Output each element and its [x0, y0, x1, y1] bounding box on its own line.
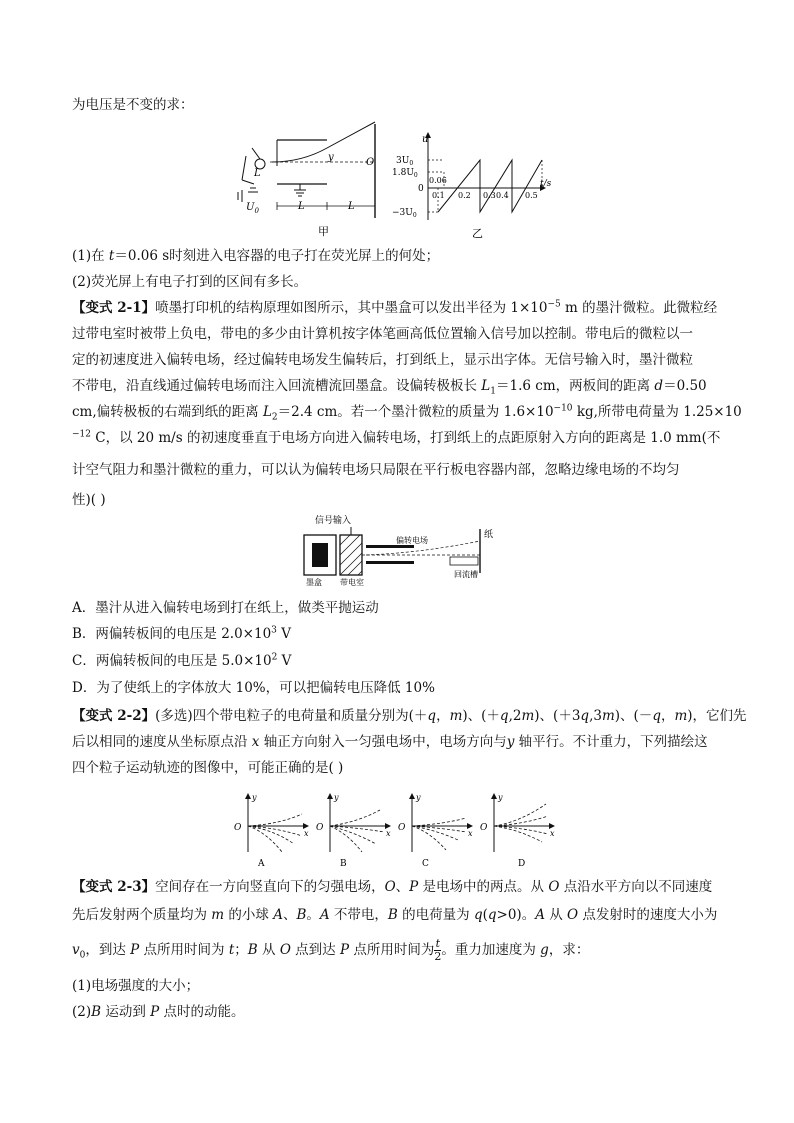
variant-2-1-line-6: $^{-12}$ C，以 20 m/s 的初速度垂直于电场方向进入偏转电场，打到纸上的点距原射入方向的距离是 1.0 mm(不 — [72, 429, 721, 446]
tick-04: 0.4 — [496, 191, 509, 200]
option-a: A．墨汁从进入偏转电场到打在纸上，做类平抛运动 — [72, 600, 379, 616]
variant-2-1-line-1: 【变式 2-1】喷墨打印机的结构原理如图所示，其中墨盒可以发出半径为 $1\times 10^{-5}$ m 的墨汁微粒。此微粒经 — [72, 299, 718, 316]
variant-2-3-line-1: 【变式 2-3】空间存在一方向竖直向下的匀强电场，O、P 是电场中的两点。从 O 点沿水平方向以不同速度 — [72, 879, 713, 895]
graph-label-c: C — [422, 859, 429, 868]
question-1: (1)在 t＝0.06 s时刻进入电容器的电子打在荧光屏上的何处； — [72, 248, 440, 264]
label-signal: 信号输入 — [315, 516, 352, 526]
label-field: 偏转电场 — [396, 536, 428, 545]
label-L: L — [254, 168, 261, 179]
graph-d — [480, 793, 555, 868]
option-c: C．两偏转板间的电压是 $5.0\times 10^2$ V — [72, 652, 292, 669]
axis-u: u — [422, 134, 429, 145]
figure-yi — [392, 130, 562, 240]
variant-2-2-line-2: 后以相同的速度从坐标原点沿 x 轴正方向射入一匀强电场中，电场方向与y 轴平行。不计重力，下列描绘这 — [72, 734, 708, 750]
variant-2-3-question-1: (1)电场强度的大小； — [72, 978, 200, 994]
tick-01: 0.1 — [432, 191, 445, 200]
label-U0: $U_0$ — [246, 202, 259, 215]
variant-2-2-line-1: 【变式 2-2】(多选)四个带电粒子的电荷量和质量分别为(＋q，m)、(＋q,2m)、(＋3q,3m)、(－q，m)，它们先 — [72, 708, 747, 724]
variant-2-3-line-3: $v_0$，到达 P 点所用时间为 t；B 从 O 点到达 P 点所用时间为 $\frac{t}{2}$ 。重力加速度为 g，求： — [72, 937, 590, 963]
svg-text:O: O — [398, 823, 406, 833]
graph-label-a: A — [258, 859, 265, 868]
variant-2-3-line-2: 先后发射两个质量均为 m 的小球 A、B。A 不带电，B 的电荷量为 q(q>0)。A 从 O 点发射时的速度大小为 — [72, 907, 718, 923]
label-L-a: L — [298, 201, 305, 212]
variant-2-2-line-3: 四个粒子运动轨迹的图像中，可能正确的是( ) — [72, 760, 344, 776]
tick-03: 0.3 — [483, 191, 496, 200]
tick-neg3U0: $-3U_0$ — [392, 208, 417, 219]
tick-05: 0.5 — [525, 191, 538, 200]
svg-text:O: O — [234, 823, 242, 833]
label-charge: 带电室 — [340, 578, 364, 587]
trajectory-graphs — [230, 790, 570, 868]
graph-label-b: B — [340, 859, 347, 868]
graph-c — [398, 793, 473, 868]
tick-02: 0.2 — [458, 191, 471, 200]
label-O: O — [366, 157, 375, 168]
tick-3U0: $3U_0$ — [396, 156, 414, 167]
svg-text:O: O — [480, 823, 488, 833]
label-gutter: 回流槽 — [454, 570, 478, 579]
svg-text:x: x — [468, 829, 473, 838]
svg-text:y: y — [416, 793, 421, 802]
graph-b — [316, 793, 391, 868]
option-d: D．为了使纸上的字体放大 10%，可以把偏转电压降低 10% — [72, 680, 435, 696]
graph-label-d: D — [518, 859, 526, 868]
variant-2-3-question-2: (2)B 运动到 P 点时的动能。 — [72, 1004, 245, 1020]
svg-text:y: y — [334, 793, 339, 802]
label-y: y — [328, 152, 334, 163]
option-b: B．两偏转板间的电压是 $2.0\times 10^3$ V — [72, 625, 291, 642]
tick-18U0: $1.8U_0$ — [392, 168, 418, 179]
svg-text:x: x — [386, 829, 391, 838]
variant-2-1-line-2: 过带电室时被带上负电，带电的多少由计算机按字体笔画高低位置输入信号加以控制。带电后的微粒以一 — [72, 326, 693, 342]
tick-0: 0 — [418, 184, 424, 194]
svg-text:y: y — [252, 793, 257, 802]
figure-jia — [232, 118, 392, 240]
variant-2-1-line-3: 定的初速度进入偏转电场，经过偏转电场发生偏转后，打到纸上，显示出字体。无信号输入时，墨汁微粒 — [72, 352, 693, 368]
svg-text:O: O — [316, 823, 324, 833]
label-L-b: L — [348, 201, 355, 212]
intro-text: 为电压是不变的求： — [72, 97, 194, 113]
svg-text:y: y — [498, 793, 503, 802]
caption-jia: 甲 — [318, 225, 329, 238]
tick-006: 0.06 — [429, 176, 447, 185]
caption-yi: 乙 — [472, 227, 483, 240]
variant-2-1-line-7: 计空气阻力和墨汁微粒的重力，可以认为偏转电场只局限在平行板电容器内部，忽略边缘电场的不均匀 — [72, 462, 680, 478]
svg-text:x: x — [550, 829, 555, 838]
label-paper: 纸 — [484, 530, 494, 540]
svg-text:x: x — [304, 829, 309, 838]
inkjet-figure — [300, 515, 500, 587]
graph-a — [234, 793, 309, 868]
axis-t: t/s — [540, 179, 552, 189]
variant-2-1-line-8: 性)( ) — [72, 492, 106, 508]
variant-2-1-line-5: cm,偏转极板的右端到纸的距离 $L_2=2.4$ cm。若一个墨汁微粒的质量为 $1.6\times 10^{-10}$ kg,所带电荷量为 1.25×10 — [72, 403, 742, 423]
variant-2-1-line-4: 不带电，沿直线通过偏转电场而注入回流槽流回墨盒。设偏转极板长 $L_1=1.6$ cm，两板间的距离 d＝0.50 — [72, 378, 707, 397]
question-2: (2)荧光屏上有电子打到的区间有多长。 — [72, 274, 308, 290]
fraction-t-over-2: $\frac{t}{2}$ — [434, 937, 442, 963]
label-inkbox: 墨盒 — [306, 578, 322, 587]
